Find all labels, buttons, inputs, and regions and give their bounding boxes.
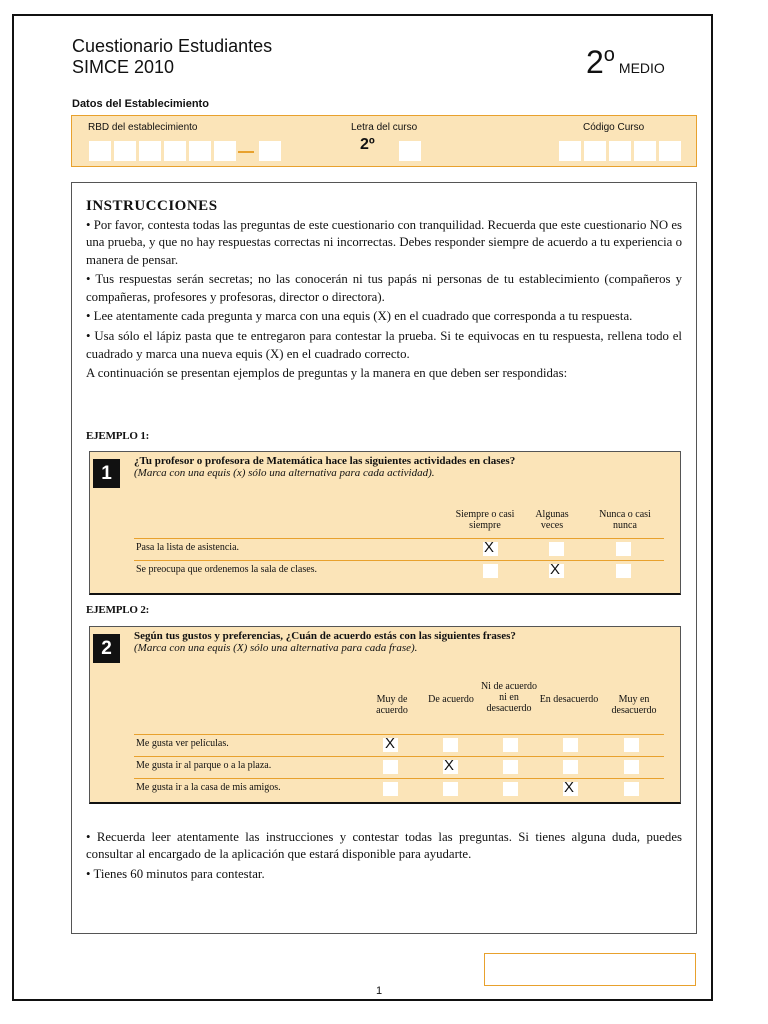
instruction-paragraph: • Usa sólo el lápiz pasta que te entregaron para contestar la prueba. Si te equivocas en tu respuesta, rellena todo el cuadrado y marca una nueva equis (X) en el cuadrado correcto. [86, 329, 682, 361]
grade-indicator [586, 44, 665, 81]
column-header: Siempre o casi siempre [455, 509, 515, 531]
question-instruction: (Marca con una equis (X) sólo una alternativa para cada frase). [134, 642, 418, 654]
rbd-label: RBD del establecimiento [88, 122, 198, 133]
rbd-cell[interactable] [189, 141, 211, 161]
question-text [134, 630, 516, 654]
answer-box[interactable] [563, 760, 578, 774]
instructions-title: INSTRUCCIONES [86, 198, 218, 214]
column-header: Algunas veces [535, 509, 569, 531]
answer-box[interactable] [549, 542, 564, 556]
question-prompt: ¿Tu profesor o profesora de Matemática hace las siguientes actividades en clases? [134, 455, 516, 467]
grade-level: MEDIO [618, 60, 665, 76]
rbd-cell[interactable] [139, 141, 161, 161]
answer-box[interactable] [503, 738, 518, 752]
answer-box[interactable] [563, 738, 578, 752]
answer-row [134, 538, 664, 559]
codigo-label: Código Curso [583, 122, 645, 133]
rbd-cell[interactable] [164, 141, 186, 161]
grade-superscript: o [603, 44, 615, 66]
instruction-paragraph: • Tus respuestas serán secretas; no las conocerán ni tus papás ni personas de tu establecimiento (compañeros y compañeras, profesores y profesoras, director o directora). [86, 272, 682, 304]
rbd-check-cell[interactable] [259, 141, 281, 161]
question-number: 2 [93, 634, 120, 663]
question-prompt: Según tus gustos y preferencias, ¿Cuán de acuerdo estás con las siguientes frases? [134, 630, 516, 642]
grade-number: 2 [586, 44, 604, 80]
answer-row [134, 734, 664, 755]
closing-paragraph: • Tienes 60 minutos para contestar. [86, 867, 265, 882]
question-number: 1 [93, 459, 120, 488]
letra-value: 2º [360, 136, 375, 153]
answer-box[interactable] [483, 564, 498, 578]
question-text [134, 455, 515, 479]
instruction-paragraph: • Por favor, contesta todas las preguntas de este cuestionario con tranquilidad. Recuerda que este cuestionario NO es una prueba, y que no hay respuestas correctas ni incorrectas. Debes responder siempre de acuerdo a tu experiencia o manera de pensar. [86, 218, 682, 267]
page-number: 1 [376, 985, 383, 997]
x-mark: X [484, 539, 495, 556]
rbd-dash [238, 151, 254, 153]
id-box [484, 953, 696, 986]
instruction-paragraph: • Lee atentamente cada pregunta y marca con una equis (X) en el cuadrado que corresponda a tu respuesta. [86, 309, 633, 324]
example-1-label: EJEMPLO 1: [86, 430, 150, 442]
answer-box[interactable] [503, 782, 518, 796]
answer-box[interactable] [624, 760, 639, 774]
establishment-box [71, 115, 697, 167]
x-mark: X [444, 757, 455, 774]
instruction-paragraph: A continuación se presentan ejemplos de preguntas y la manera en que deben ser respondidas: [86, 366, 568, 381]
answer-box[interactable] [443, 738, 458, 752]
answer-box[interactable] [624, 738, 639, 752]
row-label: Me gusta ir a la casa de mis amigos. [136, 782, 281, 793]
answer-box[interactable] [616, 564, 631, 578]
rbd-cell[interactable] [114, 141, 136, 161]
question-instruction: (Marca con una equis (x) sólo una alternativa para cada actividad). [134, 467, 435, 479]
column-header: Ni de acuerdo ni en desacuerdo [480, 681, 538, 714]
column-header: De acuerdo [428, 694, 474, 705]
x-mark: X [564, 779, 575, 796]
establishment-section-label: Datos del Establecimiento [72, 98, 209, 110]
row-label: Se preocupa que ordenemos la sala de clases. [136, 564, 318, 575]
answer-box[interactable] [443, 782, 458, 796]
instructions-text [86, 217, 682, 385]
column-header: Muy de acuerdo [376, 694, 408, 716]
codigo-cell[interactable] [609, 141, 631, 161]
closing-notes [86, 829, 682, 886]
title-line-2: SIMCE 2010 [72, 57, 175, 77]
x-mark: X [385, 735, 396, 752]
answer-row [134, 778, 664, 799]
example-2-question [89, 626, 681, 804]
answer-box[interactable] [503, 760, 518, 774]
x-mark: X [550, 561, 561, 578]
codigo-cell[interactable] [559, 141, 581, 161]
row-label: Pasa la lista de asistencia. [136, 542, 240, 553]
codigo-cell[interactable] [659, 141, 681, 161]
codigo-cell[interactable] [584, 141, 606, 161]
rbd-cell[interactable] [89, 141, 111, 161]
answer-box[interactable] [383, 782, 398, 796]
document-title [72, 36, 272, 78]
rbd-cell[interactable] [214, 141, 236, 161]
example-2-label: EJEMPLO 2: [86, 604, 150, 616]
answer-row [134, 560, 664, 581]
answer-box[interactable] [383, 760, 398, 774]
letra-label: Letra del curso [351, 122, 418, 133]
example-1-question [89, 451, 681, 595]
answer-row [134, 756, 664, 777]
column-header: En desacuerdo [539, 694, 599, 705]
answer-box[interactable] [616, 542, 631, 556]
row-label: Me gusta ir al parque o a la plaza. [136, 760, 272, 771]
letra-cell[interactable] [399, 141, 421, 161]
closing-paragraph: • Recuerda leer atentamente las instrucciones y contestar todas las preguntas. Si tienes alguna duda, puedes consultar al encargado de la aplicación que estará disponible para ayudarte. [86, 830, 682, 862]
answer-box[interactable] [624, 782, 639, 796]
column-header: Nunca o casi nunca [599, 509, 651, 531]
column-header: Muy en desacuerdo [611, 694, 657, 716]
codigo-cell[interactable] [634, 141, 656, 161]
title-line-1: Cuestionario Estudiantes [72, 36, 273, 56]
row-label: Me gusta ver películas. [136, 738, 229, 749]
